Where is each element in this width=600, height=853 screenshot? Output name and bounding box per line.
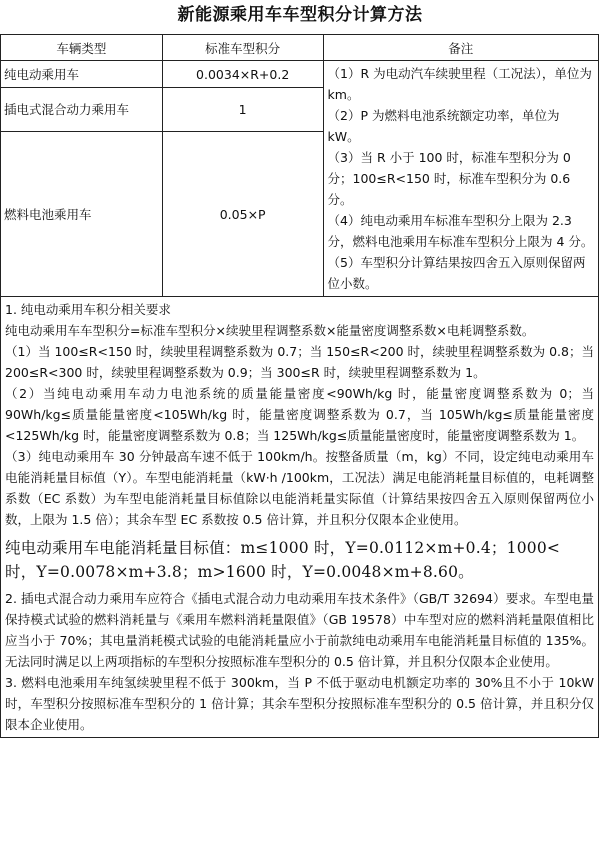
header-notes: 备注: [323, 35, 598, 61]
target-line-2: 时，Y=0.0078×m+3.8；m>1600 时，Y=0.0048×m+8.60。: [5, 563, 474, 581]
note-item: （1）R 为电动汽车续驶里程（工况法），单位为 km。: [327, 66, 592, 102]
details-row: [1, 297, 599, 738]
target-line-1: 纯电动乘用车电能消耗量目标值：m≤1000 时，Y=0.0112×m+0.4；1000<: [5, 539, 561, 557]
row-type-phev: 插电式混合动力乘用车: [1, 88, 163, 132]
row-score-fcev: 0.05×P: [162, 132, 323, 297]
details-cell: [1, 297, 599, 738]
bev-item-consumption: （3）纯电动乘用车 30 分钟最高车速不低于 100km/h。按整备质量（m，kg）不同，设定纯电动乘用车电能消耗量目标值（Y）。车型电能消耗量（kW·h /100km，工况法）满足电能消耗量目标值的，电耗调整系数（EC 系数）为车型电能消耗量目标值除以电能消耗量实际值（计算结果按四舍五入原则保留两位小数，上限为 1.5 倍）；其余车型 EC 系数按 0.5 倍计算，并且积分仅限本企业使用。: [5, 449, 594, 527]
notes-cell: [323, 61, 598, 297]
note-item: （3）当 R 小于 100 时，标准车型积分为 0 分；100≤R<150 时，标准车型积分为 0.6 分。: [327, 150, 571, 207]
row-score-phev: 1: [162, 88, 323, 132]
note-item: （2）P 为燃料电池系统额定功率，单位为 kW。: [327, 108, 560, 144]
bev-item-range: （1）当 100≤R<150 时，续驶里程调整系数为 0.7；当 150≤R<200 时，续驶里程调整系数为 0.8；当 200≤R<300 时，续驶里程调整系数为 0.9；当 300≤R 时，续驶里程调整系数为 1。: [5, 344, 594, 380]
page-title: 新能源乘用车车型积分计算方法: [177, 5, 423, 25]
note-item: （4）纯电动乘用车标准车型积分上限为 2.3 分，燃料电池乘用车标准车型积分上限为 4 分。: [327, 213, 594, 249]
bev-heading: 1. 纯电动乘用车积分相关要求: [5, 302, 171, 317]
row-type-bev: 纯电动乘用车: [1, 61, 163, 88]
row-score-bev: 0.0034×R+0.2: [162, 61, 323, 88]
credit-table: [0, 34, 599, 738]
table-header-row: [1, 35, 599, 61]
header-standard-score: 标准车型积分: [162, 35, 323, 61]
row-type-fcev: 燃料电池乘用车: [1, 132, 163, 297]
phev-requirements: 2. 插电式混合动力乘用车应符合《插电式混合动力电动乘用车技术条件》（GB/T 32694）要求。车型电量保持模式试验的燃料消耗量与《乘用车燃料消耗量限值》（GB 19578）中车型对应的燃料消耗量限值相比应当小于 70%；其电量消耗模式试验的电能消耗量应小于前款纯电动乘用车电能消耗量目标值的 135%。无法同时满足以上两项指标的车型积分按照标准车型积分的 0.5 倍计算，并且积分仅限本企业使用。: [5, 591, 594, 669]
consumption-target-formula: [5, 530, 594, 588]
fcev-requirements: 3. 燃料电池乘用车纯氢续驶里程不低于 300km，当 P 不低于驱动电机额定功率的 30%且不小于 10kW 时，车型积分按照标准车型积分的 1 倍计算；其余车型积分按照标准车型积分的 0.5 倍计算，并且积分仅限本企业使用。: [5, 675, 594, 732]
bev-item-density: （2）当纯电动乘用车动力电池系统的质量能量密度<90Wh/kg 时，能量密度调整系数为 0；当 90Wh/kg≤质量能量密度<105Wh/kg 时，能量密度调整系数为 0.7，当 105Wh/kg≤质量能量密度<125Wh/kg 时，能量密度调整系数为 0.8；当 125Wh/kg≤质量能量密度时，能量密度调整系数为 1。: [5, 386, 594, 443]
note-item: （5）车型积分计算结果按四舍五入原则保留两位小数。: [327, 255, 586, 291]
bev-formula: 纯电动乘用车车型积分=标准车型积分×续驶里程调整系数×能量密度调整系数×电耗调整系数。: [5, 323, 535, 338]
table-row: [1, 61, 599, 88]
header-vehicle-type: 车辆类型: [1, 35, 163, 61]
